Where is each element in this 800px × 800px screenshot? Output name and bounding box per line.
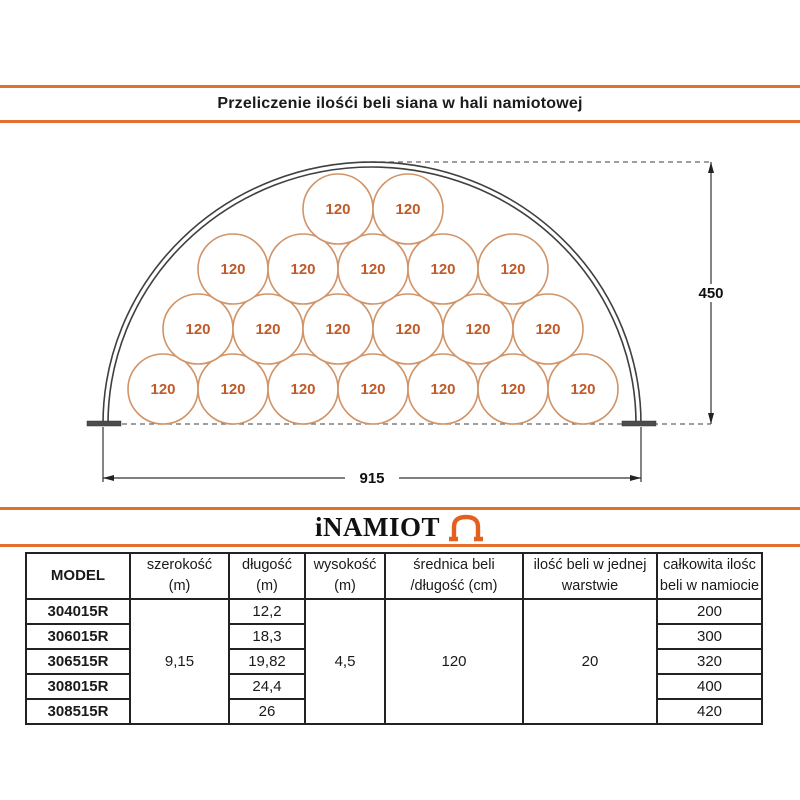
calkowita-cell: 200 (657, 599, 762, 624)
col-header-dlugosc: długość (m) (229, 553, 305, 599)
title-bar (0, 85, 800, 123)
hay-bale-diameter-label: 120 (570, 381, 596, 398)
hay-bale-diameter-label: 120 (325, 201, 351, 218)
logo-bar (0, 507, 800, 547)
model-cell: 306515R (26, 649, 130, 674)
srednica-merged-cell: 120 (385, 599, 523, 724)
model-cell: 306015R (26, 624, 130, 649)
col-header-szerokosc: szerokość (m) (130, 553, 229, 599)
hay-bale-diameter-label: 120 (535, 321, 561, 338)
hay-bale-diameter-label: 120 (430, 381, 456, 398)
col-header-srednica: średnica beli /długość (cm) (385, 553, 523, 599)
header-row (26, 553, 762, 599)
calkowita-cell: 300 (657, 624, 762, 649)
model-cell: 308515R (26, 699, 130, 724)
height-arrow-top (708, 162, 714, 173)
szerokosc-merged-cell: 9,15 (130, 599, 229, 724)
tent-diagram (0, 130, 800, 502)
dlugosc-cell: 26 (229, 699, 305, 724)
dlugosc-cell: 12,2 (229, 599, 305, 624)
spec-table (25, 552, 763, 725)
hay-bale-diameter-label: 120 (395, 321, 421, 338)
col-header-wysokosc: wysokość (m) (305, 553, 385, 599)
calkowita-cell: 420 (657, 699, 762, 724)
model-cell: 308015R (26, 674, 130, 699)
model-cell: 304015R (26, 599, 130, 624)
calkowita-cell: 320 (657, 649, 762, 674)
width-arrow-right (630, 475, 641, 481)
hay-bale-diameter-label: 120 (185, 321, 211, 338)
hay-bale-diameter-label: 120 (395, 201, 421, 218)
right-foot-plate (622, 421, 656, 426)
dlugosc-cell: 18,3 (229, 624, 305, 649)
col-header-ilosc-warstwa: ilość beli w jednej warstwie (523, 553, 657, 599)
brand-logo-text: iNAMIOT (315, 511, 440, 542)
hay-bale-diameter-label: 120 (220, 261, 246, 278)
hay-bale-diameter-label: 120 (360, 261, 386, 278)
hay-bale-diameter-label: 120 (255, 321, 281, 338)
col-header-calkowita: całkowita ilośc beli w namiocie (657, 553, 762, 599)
hay-bale-diameter-label: 120 (290, 261, 316, 278)
col-header-model: MODEL (26, 553, 130, 599)
height-dimension-label: 450 (698, 285, 724, 302)
page-title: Przeliczenie ilośći beli siana w hali namiotowej (217, 95, 583, 112)
wysokosc-merged-cell: 4,5 (305, 599, 385, 724)
hay-bale-diameter-label: 120 (150, 381, 176, 398)
table-row (26, 599, 762, 624)
tent-icon (447, 512, 485, 542)
height-arrow-bottom (708, 413, 714, 424)
hay-bale-diameter-label: 120 (430, 261, 456, 278)
hay-bale-diameter-label: 120 (290, 381, 316, 398)
dlugosc-cell: 24,4 (229, 674, 305, 699)
width-dimension-label: 915 (359, 470, 385, 487)
calkowita-cell: 400 (657, 674, 762, 699)
hay-bale-diameter-label: 120 (220, 381, 246, 398)
hay-bale-diameter-label: 120 (325, 321, 351, 338)
left-foot-plate (87, 421, 121, 426)
width-arrow-left (103, 475, 114, 481)
hay-bale-diameter-label: 120 (360, 381, 386, 398)
ilosc-warstwa-merged-cell: 20 (523, 599, 657, 724)
hay-bale-diameter-label: 120 (500, 261, 526, 278)
hay-bale-diameter-label: 120 (500, 381, 526, 398)
hay-bale-diameter-label: 120 (465, 321, 491, 338)
dlugosc-cell: 19,82 (229, 649, 305, 674)
hay-bales-group (128, 174, 618, 424)
